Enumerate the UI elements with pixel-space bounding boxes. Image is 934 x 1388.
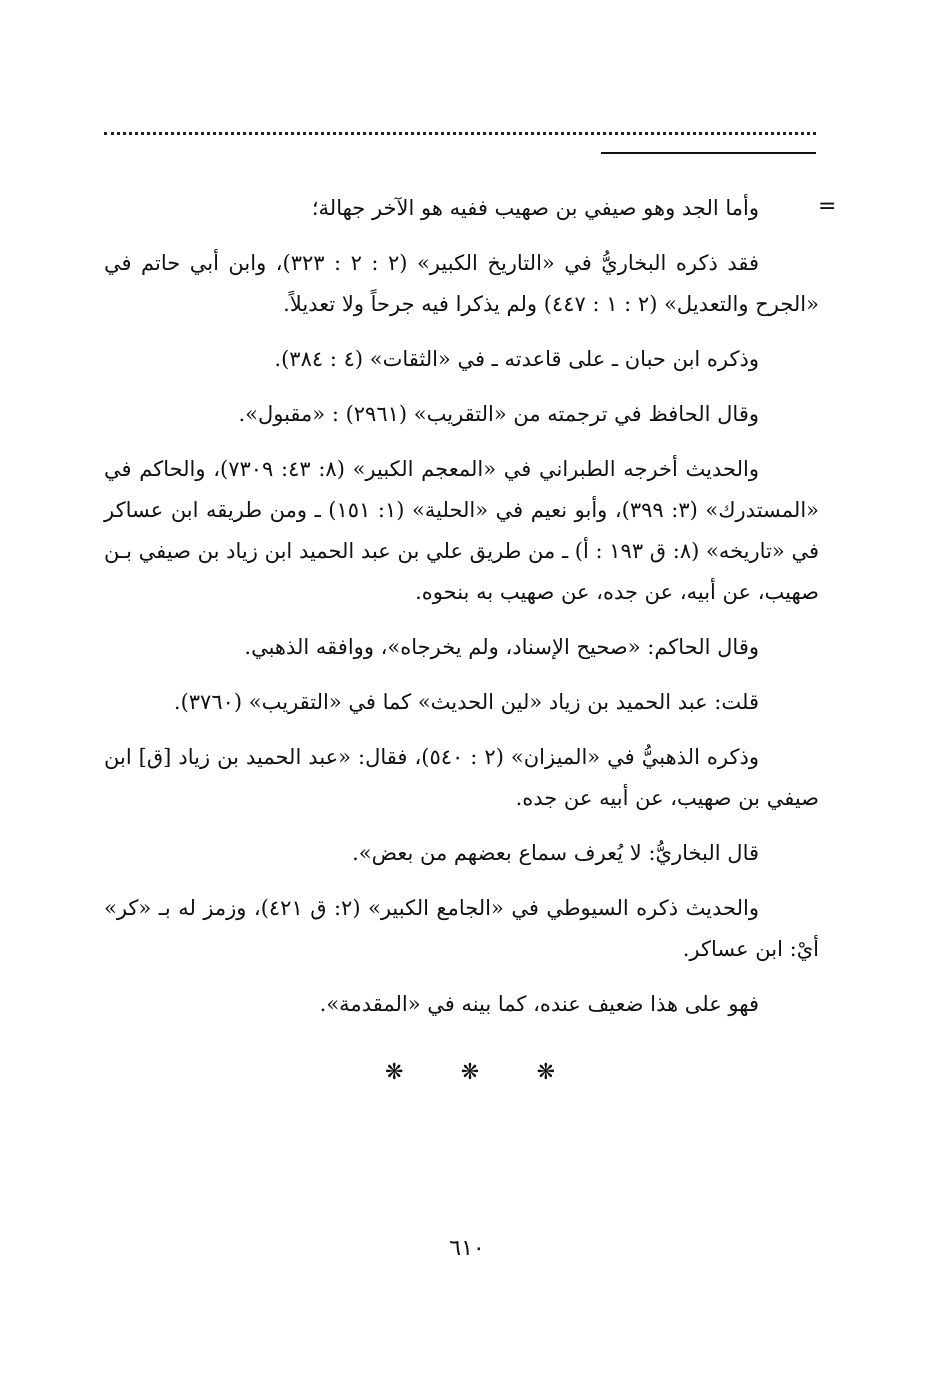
page-body (104, 188, 819, 1039)
paragraph-suyuti: والحديث ذكره السيوطي في «الجامع الكبير» (٢: ق ٤٢١)، وزمز له بـ «كر» أيْ: ابن عساكر. (104, 896, 819, 961)
paragraph-hadith-sources: والحديث أخرجه الطبراني في «المعجم الكبير» (٨: ٤٣: ٧٣٠٩)، والحاكم في «المستدرك» (٣: ٣٩٩)، وأبو نعيم في «الحلية» (١: ١٥١) ـ ومن طريقه ابن عساكر في «تاريخه» (٨: ق ١٩٣ : أ) ـ من طريق علي بن عبد الحميد ابن زياد بن صيفي بـن صهيب، عن أبيه، عن جده، عن صهيب به بنحوه. (104, 457, 819, 604)
paragraph-grandfather: وأما الجد وهو صيفي بن صهيب ففيه هو الآخر جهالة؛ (311, 196, 759, 220)
footnote-rule (601, 152, 816, 154)
star-ornament: ❋ (460, 1060, 480, 1085)
paragraph-bukhari-mention: فقد ذكره البخاريُّ في «التاريخ الكبير» (٢ : ٢ : ٣٢٣)، وابن أبي حاتم في «الجرح والتعديل» (٢ : ١ : ٤٤٧) ولم يذكرا فيه جرحاً ولا تعديلاً. (104, 251, 819, 316)
paragraph-dhahabi: وذكره الذهبيُّ في «الميزان» (٢ : ٥٤٠)، فقال: «عبد الحميد بن زياد [ق] ابن صيفي بن صهيب، عن أبيه عن جده. (104, 745, 819, 810)
paragraph-hakim: وقال الحاكم: «صحيح الإسناد، ولم يخرجاه»، ووافقه الذهبي. (244, 635, 759, 659)
dotted-separator (104, 120, 816, 135)
paragraph-author-note: قلت: عبد الحميد بن زياد «لين الحديث» كما في «التقريب» (٣٧٦٠). (173, 690, 759, 714)
paragraph-bukhari-quote: قال البخاريُّ: لا يُعرف سماع بعضهم من بعض». (352, 841, 759, 865)
page-number: ٦١٠ (449, 1236, 485, 1261)
star-ornament: ❋ (385, 1060, 404, 1085)
continuation-mark: = (818, 194, 837, 219)
paragraph-ibn-hibban: وذكره ابن حبان ـ على قاعدته ـ في «الثقات» (٤ : ٣٨٤). (274, 347, 759, 371)
section-end-ornament (385, 1060, 555, 1085)
paragraph-hafiz: وقال الحافظ في ترجمته من «التقريب» (٢٩٦١) : «مقبول». (238, 402, 759, 426)
paragraph-conclusion: فهو على هذا ضعيف عنده، كما بينه في «المقدمة». (319, 992, 759, 1016)
star-ornament: ❋ (536, 1060, 555, 1085)
